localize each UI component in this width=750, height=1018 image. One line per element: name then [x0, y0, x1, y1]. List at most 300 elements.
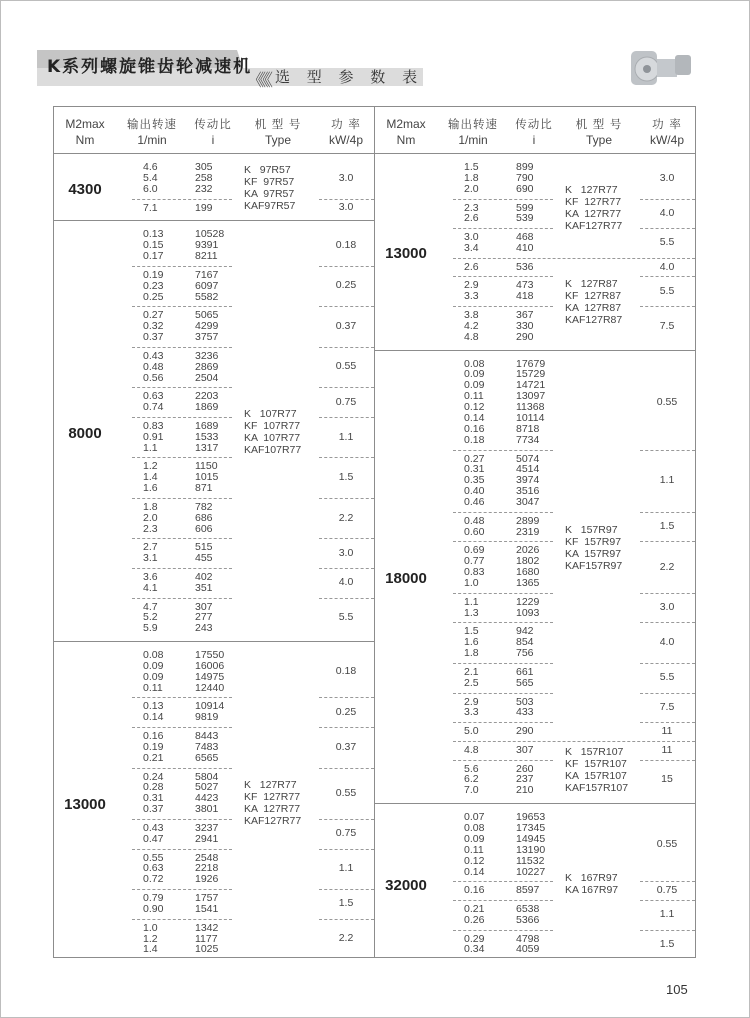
speed-value: 0.21: [464, 902, 485, 915]
ratio-value: 307: [516, 743, 534, 756]
model-type: KAF127R77: [244, 814, 302, 827]
ratio-value: 2504: [195, 371, 219, 384]
model-type: K 157R97: [565, 523, 618, 536]
row-divider: [319, 266, 374, 267]
page-number: 105: [666, 982, 688, 997]
model-type: K 157R107: [565, 746, 624, 759]
row-divider: [319, 889, 374, 890]
speed-value: 0.43: [143, 349, 164, 362]
selection-table-left: [53, 106, 375, 958]
speed-value: 0.08: [464, 821, 485, 834]
chevrons-icon: 《《《: [247, 71, 269, 91]
speed-value: 0.29: [464, 932, 485, 945]
speed-value: 3.1: [143, 552, 158, 565]
torque-value: 8000: [68, 424, 102, 442]
ratio-value: 17345: [516, 821, 546, 834]
ratio-value: 5027: [195, 781, 219, 794]
speed-value: 4.1: [143, 581, 158, 594]
row-divider: [640, 593, 695, 594]
model-type: KA 107R77: [244, 431, 301, 444]
row-divider: [319, 768, 374, 769]
speed-value: 0.28: [143, 781, 164, 794]
ratio-value: 402: [195, 570, 213, 583]
ratio-value: 5366: [516, 913, 540, 926]
row-divider: [132, 727, 232, 728]
speed-value: 0.15: [143, 239, 164, 252]
ratio-value: 237: [516, 773, 534, 786]
row-divider: [319, 697, 374, 698]
ratio-value: 515: [195, 541, 213, 554]
ratio-value: 8597: [516, 884, 540, 897]
model-type: K 107R77: [244, 407, 297, 420]
power-value: 4.0: [659, 636, 675, 649]
power-value: 0.55: [656, 838, 678, 851]
speed-value: 0.79: [143, 892, 164, 904]
ratio-value: 2941: [195, 832, 219, 845]
power-value: 0.75: [335, 395, 357, 408]
row-divider: [640, 693, 695, 694]
ratio-value: 3047: [516, 496, 540, 509]
row-divider: [640, 881, 695, 882]
row-divider: [319, 919, 374, 920]
speed-value: 0.13: [143, 700, 164, 713]
speed-value: 0.14: [143, 711, 164, 724]
ratio-value: 5074: [516, 452, 540, 465]
speed-value: 5.6: [464, 762, 479, 775]
ratio-value: 942: [516, 625, 534, 638]
ratio-value: 2319: [516, 525, 540, 538]
speed-value: 1.3: [464, 606, 479, 619]
power-value: 1.1: [659, 474, 675, 487]
speed-value: 0.91: [143, 430, 164, 443]
speed-value: 0.09: [143, 670, 164, 683]
row-divider: [132, 457, 232, 458]
ratio-value: 13097: [516, 390, 546, 403]
row-divider: [319, 849, 374, 850]
speed-value: 0.26: [464, 913, 485, 926]
ratio-value: 14721: [516, 379, 546, 392]
ratio-value: 473: [516, 279, 534, 292]
row-divider: [319, 417, 374, 418]
row-divider: [640, 930, 695, 931]
speed-value: 1.5: [464, 625, 479, 638]
power-value: 1.1: [338, 862, 354, 875]
power-value: 1.1: [659, 908, 675, 921]
speed-value: 2.6: [464, 212, 479, 225]
speed-value: 0.08: [464, 357, 485, 370]
ratio-value: 433: [516, 706, 534, 719]
speed-value: 0.83: [143, 419, 164, 432]
speed-value: 0.09: [464, 832, 485, 845]
ratio-value: 1365: [516, 577, 540, 590]
ratio-value: 468: [516, 231, 534, 244]
power-value: 5.5: [338, 611, 354, 624]
speed-value: 0.27: [143, 309, 164, 322]
speed-value: 0.27: [464, 452, 485, 465]
row-divider: [319, 598, 374, 599]
speed-value: 5.0: [464, 725, 479, 738]
row-divider: [640, 512, 695, 513]
row-divider: [132, 919, 232, 920]
ratio-value: 19653: [516, 811, 546, 823]
torque-value: 13000: [64, 795, 106, 813]
speed-value: 0.18: [464, 433, 485, 446]
model-type-list: [565, 524, 622, 572]
speed-value: 0.90: [143, 902, 164, 915]
speed-value: 0.31: [464, 463, 485, 476]
col-type: 机 型 号 Type: [254, 117, 302, 147]
row-divider: [453, 199, 553, 200]
speed-value: 0.55: [143, 851, 164, 864]
power-value: 1.1: [338, 430, 354, 443]
speed-value: 0.14: [464, 865, 485, 878]
speed-value: 0.47: [143, 832, 164, 845]
torque-value: 18000: [385, 570, 427, 588]
model-type: KF 107R77: [244, 419, 301, 432]
power-value: 0.18: [335, 238, 357, 251]
speed-value: 1.8: [464, 647, 479, 660]
speed-value: 0.63: [143, 390, 164, 403]
ratio-value: 305: [195, 161, 213, 173]
ratio-value: 5804: [195, 770, 219, 783]
ratio-value: 3237: [195, 821, 219, 834]
group-divider: [54, 220, 374, 221]
ratio-value: 4059: [516, 943, 540, 956]
row-divider: [453, 760, 553, 761]
ratio-value: 16006: [195, 659, 225, 672]
speed-value: 0.16: [143, 730, 164, 742]
speed-value: 0.17: [143, 250, 164, 262]
model-type: K 127R77: [565, 183, 618, 196]
ratio-value: 1342: [195, 921, 219, 934]
power-value: 1.5: [659, 937, 675, 950]
model-type-list: [244, 164, 295, 212]
speed-value: 1.8: [464, 171, 479, 184]
ratio-value: 899: [516, 161, 534, 173]
speed-value: 0.83: [464, 566, 485, 579]
power-value: 2.2: [659, 560, 675, 573]
speed-value: 0.07: [464, 811, 485, 823]
power-value: 15: [661, 773, 673, 786]
ratio-value: 258: [195, 171, 213, 184]
speed-value: 0.32: [143, 320, 164, 333]
speed-value: 2.3: [464, 201, 479, 214]
ratio-value: 1926: [195, 873, 219, 886]
speed-value: 3.3: [464, 706, 479, 719]
subgroup-divider: [453, 741, 695, 742]
ratio-value: 17679: [516, 357, 546, 370]
ratio-value: 1680: [516, 566, 540, 579]
row-divider: [319, 538, 374, 539]
power-value: 1.5: [338, 897, 354, 910]
speed-value: 4.6: [143, 161, 158, 173]
row-divider: [640, 622, 695, 623]
power-value: 4.0: [659, 206, 675, 219]
model-type: KAF107R77: [244, 443, 302, 456]
ratio-value: 8211: [195, 250, 218, 262]
ratio-value: 1533: [195, 430, 219, 443]
speed-value: 0.08: [143, 649, 164, 661]
model-type: KAF97R57: [244, 199, 296, 212]
row-divider: [132, 538, 232, 539]
ratio-value: 10114: [516, 412, 545, 424]
speed-value: 0.19: [143, 268, 164, 281]
speed-value: 2.5: [464, 676, 479, 689]
power-value: 0.37: [335, 740, 357, 753]
ratio-value: 536: [516, 260, 534, 273]
ratio-value: 11368: [516, 401, 545, 414]
model-type-list: [244, 408, 301, 456]
speed-value: 1.4: [143, 943, 158, 956]
ratio-value: 330: [516, 319, 534, 332]
speed-value: 1.4: [143, 471, 158, 484]
row-divider: [132, 768, 232, 769]
model-type: KF 97R57: [244, 175, 295, 188]
model-type: K 167R97: [565, 871, 618, 884]
model-type: K 127R77: [244, 778, 297, 791]
ratio-value: 4299: [195, 320, 219, 333]
ratio-value: 1317: [195, 441, 219, 454]
model-type: KF 157R107: [565, 758, 627, 771]
power-value: 0.55: [335, 360, 357, 373]
row-divider: [132, 889, 232, 890]
speed-value: 3.4: [464, 242, 479, 254]
model-type: KF 157R97: [565, 535, 622, 548]
speed-value: 5.9: [143, 622, 158, 635]
power-value: 5.5: [659, 236, 675, 249]
row-divider: [453, 306, 553, 307]
speed-value: 2.9: [464, 279, 479, 292]
col-speed: 输出转速 1/min: [448, 117, 498, 147]
col-ratio: 传动比 i: [515, 117, 553, 147]
speed-value: 0.09: [464, 368, 485, 381]
model-type: KA 167R97: [565, 883, 619, 896]
speed-value: 2.0: [143, 511, 158, 524]
speed-value: 2.1: [464, 665, 479, 678]
speed-value: 6.2: [464, 773, 479, 786]
row-divider: [640, 663, 695, 664]
model-type: KF 127R77: [244, 790, 301, 803]
speed-value: 1.0: [464, 577, 479, 590]
model-type-list: [565, 872, 618, 896]
row-divider: [453, 541, 553, 542]
row-divider: [640, 199, 695, 200]
speed-value: 3.0: [464, 231, 479, 244]
ratio-value: 871: [195, 482, 213, 495]
power-value: 7.5: [659, 319, 675, 332]
ratio-value: 1541: [195, 902, 219, 915]
ratio-value: 2899: [516, 514, 540, 527]
row-divider: [132, 819, 232, 820]
ratio-value: 2203: [195, 390, 219, 403]
speed-value: 0.13: [143, 228, 164, 241]
torque-value: 32000: [385, 876, 427, 894]
speed-value: 5.4: [143, 171, 158, 184]
ratio-value: 539: [516, 212, 534, 225]
row-divider: [453, 450, 553, 451]
row-divider: [453, 663, 553, 664]
speed-value: 2.0: [464, 182, 479, 195]
speed-value: 7.1: [143, 201, 158, 214]
speed-value: 1.6: [143, 482, 158, 495]
row-divider: [319, 568, 374, 569]
speed-value: 0.24: [143, 770, 164, 783]
speed-value: 0.69: [464, 544, 485, 557]
ratio-value: 351: [195, 581, 213, 594]
power-value: 7.5: [659, 700, 675, 713]
row-divider: [132, 199, 232, 200]
ratio-value: 232: [195, 182, 213, 195]
row-divider: [640, 450, 695, 451]
ratio-value: 2869: [195, 360, 219, 373]
row-divider: [319, 306, 374, 307]
ratio-value: 3236: [195, 349, 219, 362]
row-divider: [453, 900, 553, 901]
row-divider: [319, 457, 374, 458]
model-type: KF 127R77: [565, 195, 622, 208]
speed-value: 0.11: [464, 843, 484, 856]
speed-value: 4.2: [464, 319, 479, 332]
speed-value: 0.21: [143, 751, 164, 764]
speed-value: 0.43: [143, 821, 164, 834]
ratio-value: 12440: [195, 681, 225, 694]
power-value: 0.75: [656, 884, 678, 897]
ratio-value: 790: [516, 171, 534, 184]
row-divider: [453, 930, 553, 931]
table-header: [375, 107, 695, 154]
ratio-value: 1869: [195, 401, 219, 414]
table-header: [54, 107, 374, 154]
speed-value: 1.2: [143, 932, 158, 945]
speed-value: 0.12: [464, 401, 485, 414]
speed-value: 0.23: [143, 279, 164, 292]
speed-value: 2.3: [143, 522, 158, 535]
ratio-value: 4423: [195, 792, 219, 805]
speed-value: 0.48: [143, 360, 164, 373]
row-divider: [319, 727, 374, 728]
page-title: K系列螺旋锥齿轮减速机: [47, 57, 253, 77]
row-divider: [319, 387, 374, 388]
ratio-value: 3974: [516, 474, 540, 487]
row-divider: [453, 228, 553, 229]
ratio-value: 418: [516, 290, 534, 303]
row-divider: [640, 541, 695, 542]
speed-value: 1.6: [464, 636, 479, 649]
speed-value: 0.56: [143, 371, 164, 384]
row-divider: [640, 900, 695, 901]
model-type: KA 127R77: [244, 802, 301, 815]
row-divider: [453, 693, 553, 694]
row-divider: [453, 276, 553, 277]
model-type: KA 127R87: [565, 302, 622, 315]
ratio-value: 503: [516, 695, 534, 708]
model-type: KF 127R87: [565, 290, 622, 303]
power-value: 3.0: [338, 546, 354, 559]
speed-value: 0.11: [143, 681, 163, 694]
power-value: 4.0: [659, 260, 675, 273]
ratio-value: 599: [516, 201, 534, 214]
power-value: 2.2: [338, 511, 354, 524]
speed-value: 0.35: [464, 474, 485, 487]
row-divider: [640, 722, 695, 723]
speed-value: 1.5: [464, 161, 479, 173]
row-divider: [132, 697, 232, 698]
row-divider: [319, 199, 374, 200]
speed-value: 2.6: [464, 260, 479, 273]
ratio-value: 9819: [195, 711, 219, 724]
ratio-value: 1150: [195, 460, 218, 473]
row-divider: [132, 266, 232, 267]
row-divider: [132, 598, 232, 599]
row-divider: [132, 417, 232, 418]
group-divider: [375, 350, 695, 351]
ratio-value: 10528: [195, 228, 225, 241]
group-divider: [54, 641, 374, 642]
ratio-value: 2548: [195, 851, 219, 864]
col-torque: M2max Nm: [386, 117, 426, 147]
speed-value: 0.12: [464, 854, 485, 867]
row-divider: [640, 306, 695, 307]
ratio-value: 1177: [195, 932, 218, 945]
power-value: 4.0: [338, 576, 354, 589]
row-divider: [319, 498, 374, 499]
ratio-value: 290: [516, 330, 534, 343]
ratio-value: 3757: [195, 331, 219, 343]
row-divider: [453, 622, 553, 623]
power-value: 11: [661, 743, 673, 756]
speed-value: 4.8: [464, 330, 479, 343]
speed-value: 4.8: [464, 743, 479, 756]
ratio-value: 5065: [195, 309, 219, 322]
speed-value: 2.9: [464, 695, 479, 708]
row-divider: [132, 849, 232, 850]
row-divider: [640, 276, 695, 277]
ratio-value: 6538: [516, 902, 540, 915]
power-value: 3.0: [659, 171, 675, 184]
ratio-value: 277: [195, 611, 213, 624]
speed-value: 1.2: [143, 460, 158, 473]
speed-value: 3.8: [464, 309, 479, 321]
ratio-value: 1093: [516, 606, 540, 619]
speed-value: 0.46: [464, 496, 485, 509]
power-value: 0.55: [335, 786, 357, 799]
speed-value: 2.7: [143, 541, 158, 554]
power-value: 0.25: [335, 705, 357, 718]
ratio-value: 3801: [195, 803, 219, 816]
model-type-list: [244, 779, 301, 827]
power-value: 5.5: [659, 671, 675, 684]
ratio-value: 606: [195, 522, 213, 535]
ratio-value: 367: [516, 309, 534, 321]
speed-value: 0.40: [464, 485, 485, 498]
ratio-value: 782: [195, 500, 213, 513]
speed-value: 1.0: [143, 921, 158, 934]
speed-value: 0.19: [143, 740, 164, 753]
model-type-list: [565, 184, 622, 232]
ratio-value: 7483: [195, 740, 219, 753]
ratio-value: 13190: [516, 843, 546, 856]
speed-value: 0.31: [143, 792, 164, 805]
speed-value: 4.7: [143, 600, 158, 613]
speed-value: 0.72: [143, 873, 164, 886]
row-divider: [319, 819, 374, 820]
selection-table-right: [375, 106, 696, 958]
ratio-value: 756: [516, 647, 534, 660]
ratio-value: 6097: [195, 279, 219, 292]
ratio-value: 8443: [195, 730, 219, 742]
torque-value: 13000: [385, 245, 427, 263]
model-type: KAF127R77: [565, 219, 623, 232]
